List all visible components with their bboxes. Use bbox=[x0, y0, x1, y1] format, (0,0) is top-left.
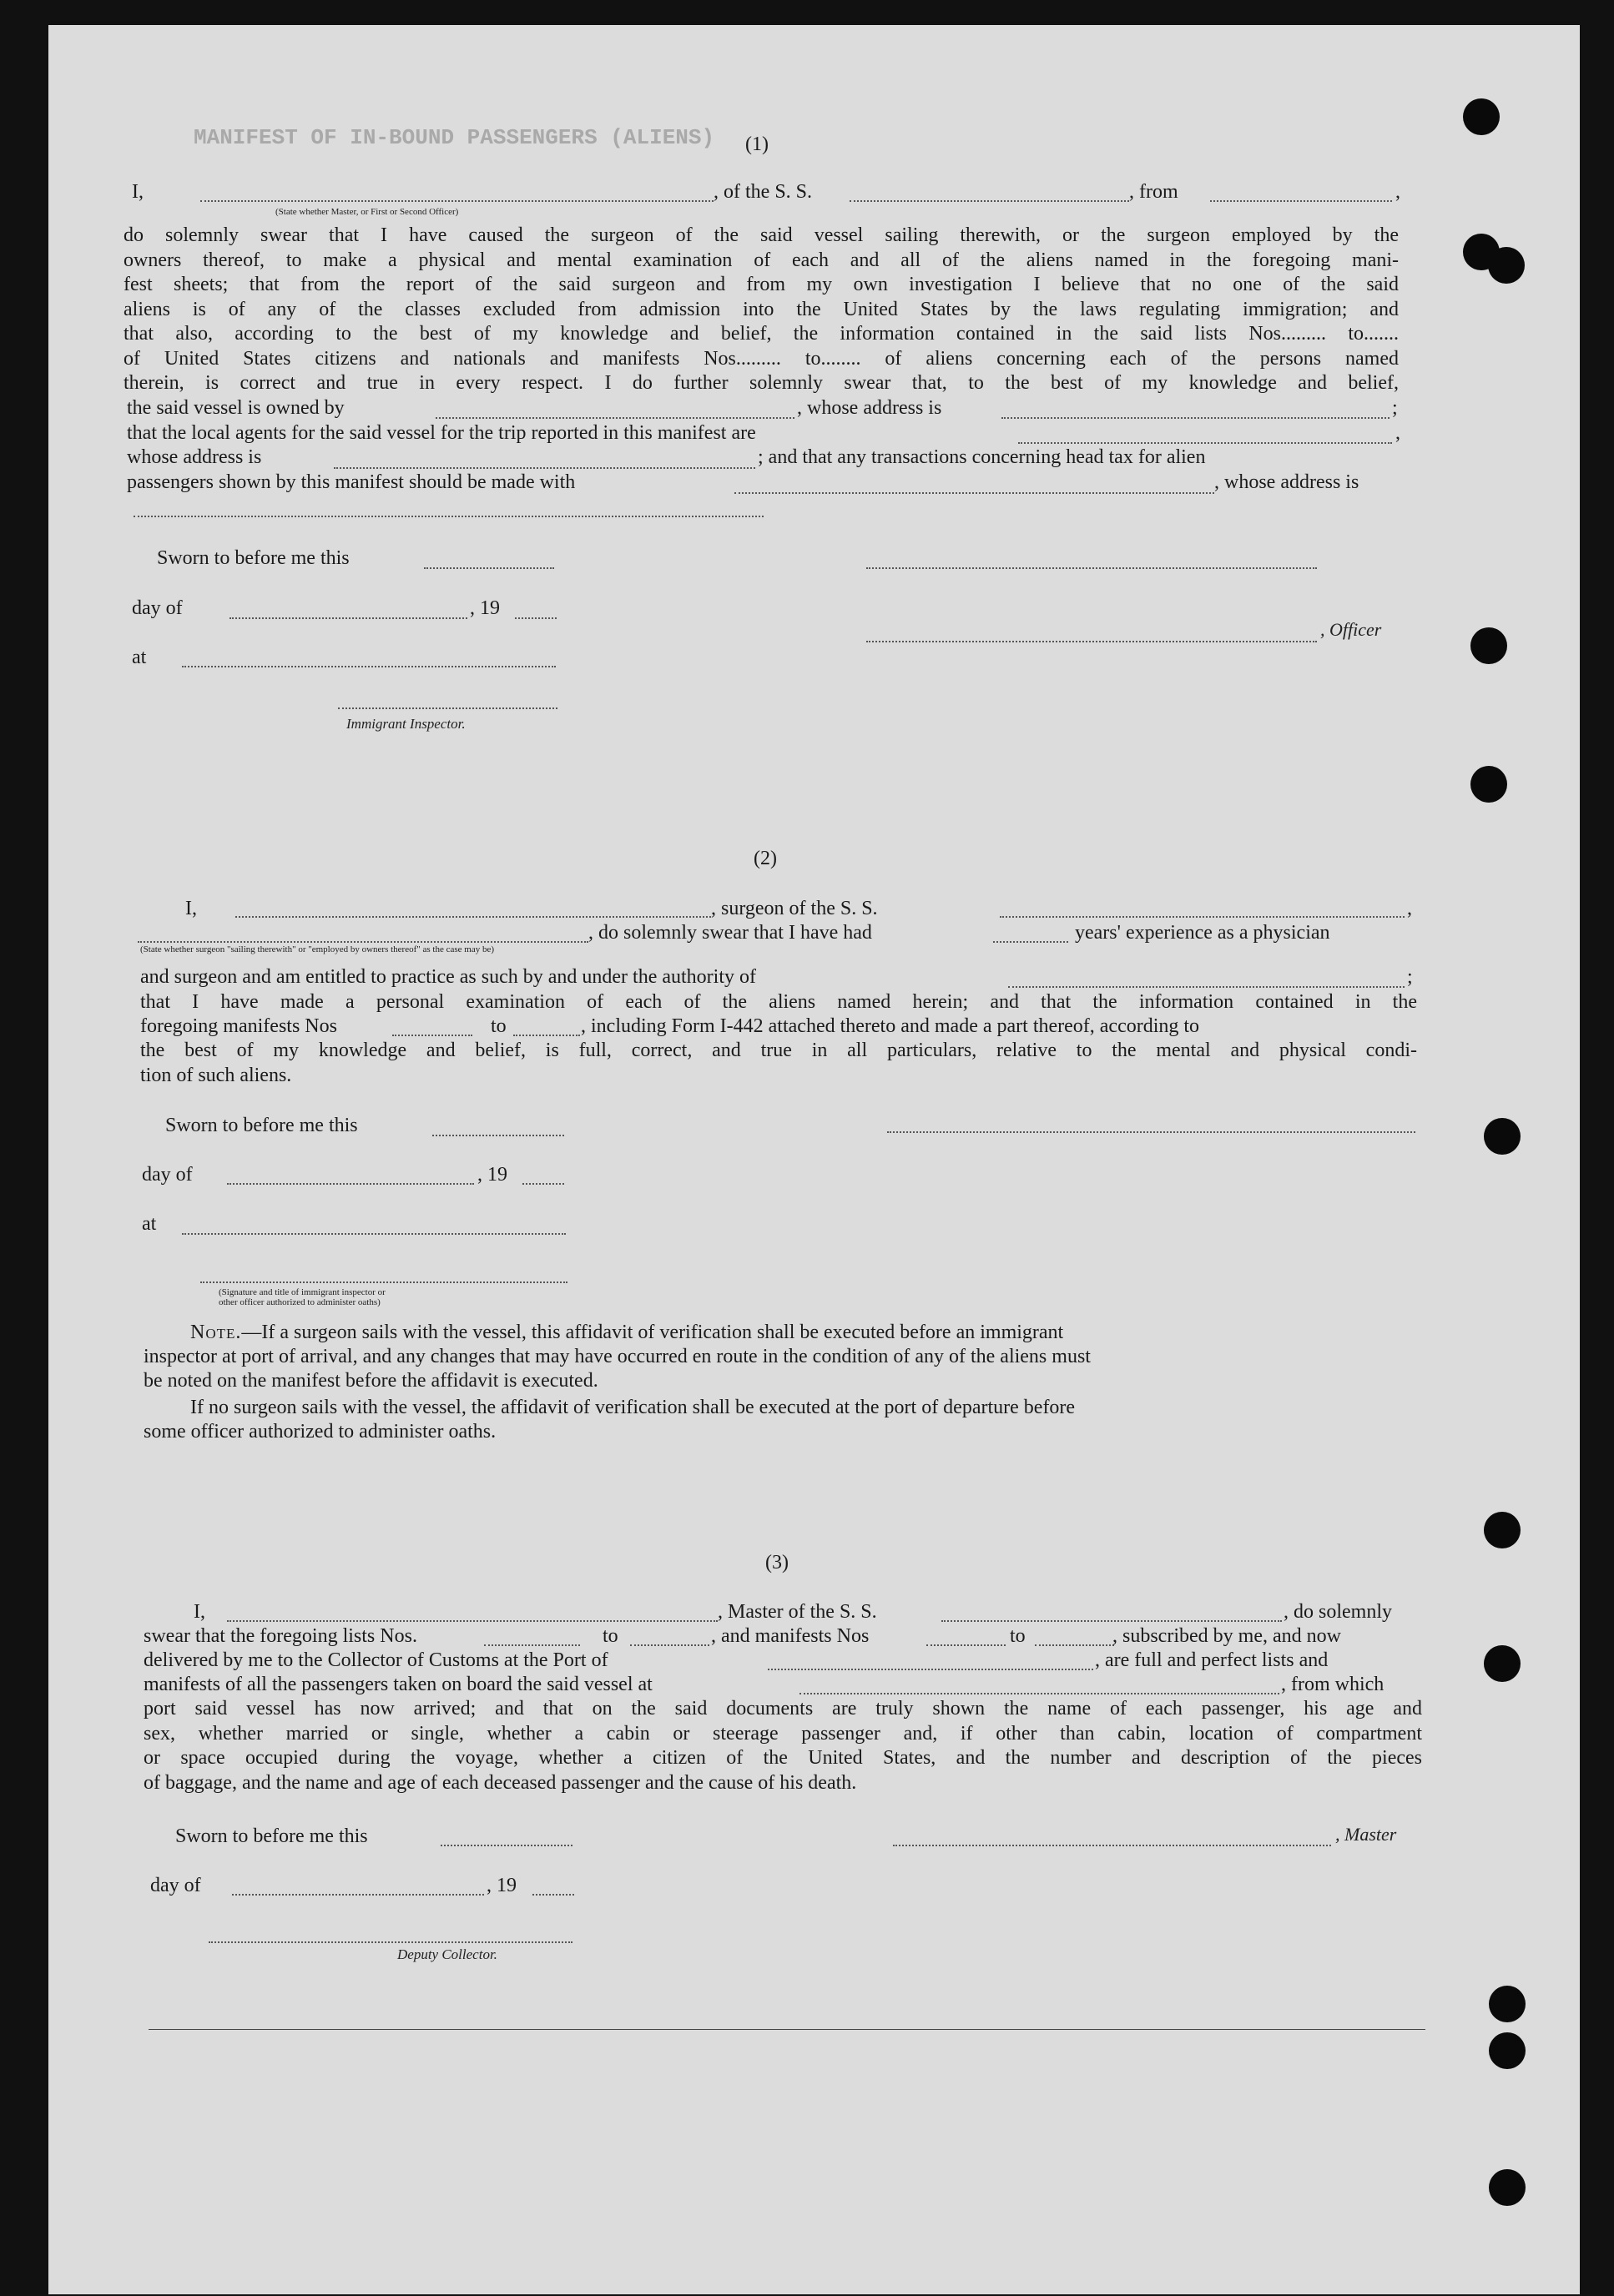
s2-year-field[interactable] bbox=[522, 1183, 564, 1185]
s2-inspector-signature-field[interactable] bbox=[200, 1281, 567, 1283]
punch-hole bbox=[1463, 98, 1500, 135]
s1-from-label: , from bbox=[1129, 181, 1178, 203]
punch-hole bbox=[1488, 247, 1525, 284]
s2-sig-note-1: (Signature and title of immigrant inspector or bbox=[219, 1287, 386, 1297]
s1-master-note: (State whether Master, or First or Second Officer) bbox=[275, 207, 459, 217]
s3-manifests-from-field[interactable] bbox=[926, 1644, 1006, 1646]
s3-para-line: of baggage, and the name and age of each deceased passenger and the cause of his death. bbox=[144, 1771, 857, 1794]
s2-authority-label: and surgeon and am entitled to practice as such by and under the authority of bbox=[140, 966, 756, 988]
punch-hole bbox=[1489, 1986, 1526, 2022]
s1-inspector-signature-field[interactable] bbox=[338, 707, 557, 709]
s3-para-line: port said vessel has now arrived; and that on the said documents are truly shown the name of each passenger, his age and bbox=[144, 1698, 1422, 1719]
s1-from-port-field[interactable] bbox=[1210, 200, 1392, 202]
section-1-heading: (1) bbox=[745, 133, 769, 155]
s1-officer-signature-field[interactable] bbox=[866, 567, 1317, 569]
s2-ship-name-field[interactable] bbox=[1000, 916, 1405, 918]
s3-taken-on-label: manifests of all the passengers taken on board the said vessel at bbox=[144, 1674, 653, 1695]
s3-solemnly-label: , do solemnly bbox=[1284, 1601, 1392, 1623]
s2-manifest-from-field[interactable] bbox=[392, 1035, 472, 1036]
s1-agent-address-field[interactable] bbox=[334, 467, 755, 469]
s3-para-line: sex, whether married or single, whether a cabin or steerage passenger and, if other than cabin, location of compartment bbox=[144, 1722, 1422, 1745]
bottom-rule bbox=[149, 2029, 1425, 2030]
s1-para-line: therein, is correct and true in every respect. I do further solemnly swear that, to the best of my knowledge and belief, bbox=[124, 372, 1399, 394]
section-3-heading: (3) bbox=[765, 1552, 789, 1573]
punch-hole bbox=[1484, 1118, 1521, 1155]
s3-oath-paragraph bbox=[144, 1697, 1422, 1795]
bleed-through-header: MANIFEST OF IN-BOUND PASSENGERS (ALIENS) bbox=[194, 125, 715, 150]
s1-agent-address-label: whose address is bbox=[127, 446, 262, 468]
s2-para-line: that I have made a personal examination of each of the aliens named herein; and that the information contained in the bbox=[140, 991, 1417, 1013]
s1-at-label: at bbox=[132, 647, 147, 668]
s3-from-which-label: , from which bbox=[1281, 1674, 1385, 1695]
s3-to-label-1: to bbox=[603, 1625, 618, 1647]
s1-whose-address-label: , whose address is bbox=[797, 397, 942, 419]
section-2-heading: (2) bbox=[754, 848, 777, 869]
s2-swear-label: , do solemnly swear that I have had bbox=[588, 922, 872, 944]
s3-year-field[interactable] bbox=[532, 1894, 574, 1896]
s1-local-agents-field[interactable] bbox=[1018, 442, 1392, 444]
s1-month-field[interactable] bbox=[229, 617, 467, 619]
s2-surgeon-signature-field[interactable] bbox=[887, 1131, 1415, 1133]
s2-year-prefix: , 19 bbox=[477, 1164, 507, 1186]
s1-local-agents-label: that the local agents for the said vessel for the trip reported in this manifest are bbox=[127, 422, 756, 444]
s1-place-field[interactable] bbox=[182, 666, 556, 667]
s2-note-label: Note. bbox=[190, 1322, 242, 1343]
s2-to-label: to bbox=[491, 1015, 507, 1037]
s2-month-field[interactable] bbox=[227, 1183, 474, 1185]
s2-note-line-4: If no surgeon sails with the vessel, the affidavit of verification shall be executed at the port of departure before bbox=[190, 1397, 1076, 1418]
s1-sworn-day-field[interactable] bbox=[424, 567, 554, 569]
s3-embark-port-field[interactable] bbox=[799, 1693, 1279, 1694]
punch-hole bbox=[1484, 1512, 1521, 1548]
s3-lists-from-field[interactable] bbox=[484, 1644, 580, 1646]
s1-para-line: that also, according to the best of my knowledge and belief, the information contained in the said lists Nos......... to....... bbox=[124, 323, 1399, 345]
s3-deputy-label: Deputy Collector. bbox=[397, 1946, 497, 1962]
s3-month-field[interactable] bbox=[232, 1894, 484, 1896]
s1-inspector-label: Immigrant Inspector. bbox=[346, 716, 466, 732]
s2-surgeon-note: (State whether surgeon "sailing therewith" or "employed by owners thereof" as the case may be) bbox=[140, 944, 495, 954]
s3-lists-label: swear that the foregoing lists Nos. bbox=[144, 1625, 417, 1647]
s3-sworn-day-field[interactable] bbox=[441, 1845, 572, 1846]
s2-years-label: years' experience as a physician bbox=[1075, 922, 1330, 944]
s3-to-label-2: to bbox=[1010, 1625, 1026, 1647]
s3-ship-name-field[interactable] bbox=[941, 1620, 1282, 1622]
s3-master-label: , Master bbox=[1335, 1824, 1397, 1845]
s1-para-line: of United States citizens and nationals and manifests Nos......... to........ of aliens concerning each of the persons named bbox=[124, 347, 1399, 370]
s2-note-line-5: some officer authorized to administer oaths. bbox=[144, 1421, 497, 1443]
s2-para-line: tion of such aliens. bbox=[140, 1064, 292, 1086]
s1-semicolon: ; bbox=[1392, 397, 1398, 419]
s2-semicolon: ; bbox=[1407, 966, 1413, 988]
s1-officer-label: , Officer bbox=[1320, 619, 1382, 640]
s1-owned-by-label: the said vessel is owned by bbox=[127, 397, 345, 419]
s3-i-label: I, bbox=[194, 1601, 205, 1623]
punch-hole bbox=[1470, 627, 1507, 664]
s2-at-label: at bbox=[142, 1213, 157, 1235]
s2-surgeon-type-field[interactable] bbox=[138, 941, 588, 943]
s2-years-field[interactable] bbox=[993, 941, 1068, 943]
s2-note-line-2: inspector at port of arrival, and any changes that may have occurred en route in the condition of any of the aliens must bbox=[144, 1346, 1091, 1367]
s2-authority-field[interactable] bbox=[1008, 986, 1405, 988]
s2-manifest-to-field[interactable] bbox=[513, 1035, 580, 1036]
s1-owner-address-field[interactable] bbox=[1001, 417, 1390, 419]
s1-owner-field[interactable] bbox=[436, 417, 794, 419]
s2-sig-note-2: other officer authorized to administer oaths) bbox=[219, 1297, 381, 1307]
s2-note-line-1 bbox=[190, 1321, 1063, 1346]
s1-year-field[interactable] bbox=[515, 617, 557, 619]
s2-surgeon-of-ss-label: , surgeon of the S. S. bbox=[711, 898, 878, 919]
s1-contact-address-field[interactable] bbox=[134, 516, 764, 517]
s1-year-prefix: , 19 bbox=[470, 597, 500, 619]
s2-para-tail bbox=[140, 1039, 1417, 1088]
s2-note-text: —If a surgeon sails with the vessel, this affidavit of verification shall be executed before an immigrant bbox=[241, 1322, 1064, 1343]
s1-para-line: fest sheets; that from the report of the said surgeon and from my own investigation I believe that no one of the said bbox=[124, 274, 1399, 295]
s3-full-lists-label: , are full and perfect lists and bbox=[1095, 1649, 1329, 1671]
s2-form-i442-text: , including Form I-442 attached thereto and made a part thereof, according to bbox=[581, 1015, 1200, 1037]
punch-hole bbox=[1470, 766, 1507, 803]
s1-head-tax-contact-field[interactable] bbox=[734, 492, 1214, 494]
s2-manifests-label: foregoing manifests Nos bbox=[140, 1015, 337, 1037]
s1-oath-paragraph bbox=[124, 224, 1399, 396]
s3-manifests-to-field[interactable] bbox=[1035, 1644, 1114, 1646]
s3-collector-label: delivered by me to the Collector of Customs at the Port of bbox=[144, 1649, 608, 1671]
punch-hole bbox=[1489, 2169, 1526, 2206]
s1-dayof-label: day of bbox=[132, 597, 183, 619]
s1-officer-title-field[interactable] bbox=[866, 641, 1317, 642]
s1-sworn-label: Sworn to before me this bbox=[157, 547, 350, 569]
s1-head-tax-text: ; and that any transactions concerning head tax for alien bbox=[758, 446, 1206, 468]
s2-surgeon-name-field[interactable] bbox=[235, 916, 711, 918]
punch-hole bbox=[1489, 2032, 1526, 2069]
s1-comma: , bbox=[1395, 181, 1400, 203]
s2-para-line: the best of my knowledge and belief, is full, correct, and true in all particulars, relative to the mental and physical condi- bbox=[140, 1040, 1417, 1061]
s1-para-line: aliens is of any of the classes excluded from admission into the United States by the laws regulating immigration; and bbox=[124, 298, 1399, 320]
s2-para-line-2 bbox=[140, 990, 1417, 1015]
s3-lists-to-field[interactable] bbox=[630, 1644, 709, 1646]
s1-of-ss-label: , of the S. S. bbox=[714, 181, 813, 203]
s1-head-tax-contact-label: passengers shown by this manifest should be made with bbox=[127, 471, 576, 493]
s2-comma: , bbox=[1407, 898, 1412, 919]
s3-master-name-field[interactable] bbox=[227, 1620, 718, 1622]
s2-sworn-day-field[interactable] bbox=[432, 1135, 564, 1136]
s3-master-signature-field[interactable] bbox=[893, 1845, 1331, 1846]
s3-para-line: or space occupied during the voyage, whether a citizen of the United States, and the number and description of the pieces bbox=[144, 1747, 1422, 1769]
s3-sworn-label: Sworn to before me this bbox=[175, 1825, 368, 1847]
s2-place-field[interactable] bbox=[182, 1233, 566, 1235]
s3-master-of-ss-label: , Master of the S. S. bbox=[718, 1601, 877, 1623]
s3-year-prefix: , 19 bbox=[487, 1875, 517, 1896]
s3-manifests-label: , and manifests Nos bbox=[711, 1625, 870, 1647]
s3-port-field[interactable] bbox=[768, 1669, 1093, 1670]
s3-subscribed-label: , subscribed by me, and now bbox=[1112, 1625, 1341, 1647]
s1-i-label: I, bbox=[132, 181, 144, 203]
s3-collector-signature-field[interactable] bbox=[209, 1941, 572, 1943]
s1-para-line: do solemnly swear that I have caused the surgeon of the said vessel sailing therewith, or the surgeon employed by the bbox=[124, 224, 1399, 246]
s1-ship-name-field[interactable] bbox=[850, 200, 1129, 202]
s2-i-label: I, bbox=[185, 898, 197, 919]
s1-whose-address-label-2: , whose address is bbox=[1214, 471, 1359, 493]
s2-sworn-label: Sworn to before me this bbox=[165, 1115, 358, 1136]
s1-comma-2: , bbox=[1395, 422, 1400, 444]
s1-para-line: owners thereof, to make a physical and mental examination of each and all of the aliens named in the foregoing mani- bbox=[124, 249, 1399, 271]
punch-hole bbox=[1484, 1645, 1521, 1682]
s3-dayof-label: day of bbox=[150, 1875, 201, 1896]
s2-note-line-3: be noted on the manifest before the affidavit is executed. bbox=[144, 1370, 598, 1392]
s1-officer-name-field[interactable] bbox=[200, 200, 714, 202]
s2-dayof-label: day of bbox=[142, 1164, 193, 1186]
